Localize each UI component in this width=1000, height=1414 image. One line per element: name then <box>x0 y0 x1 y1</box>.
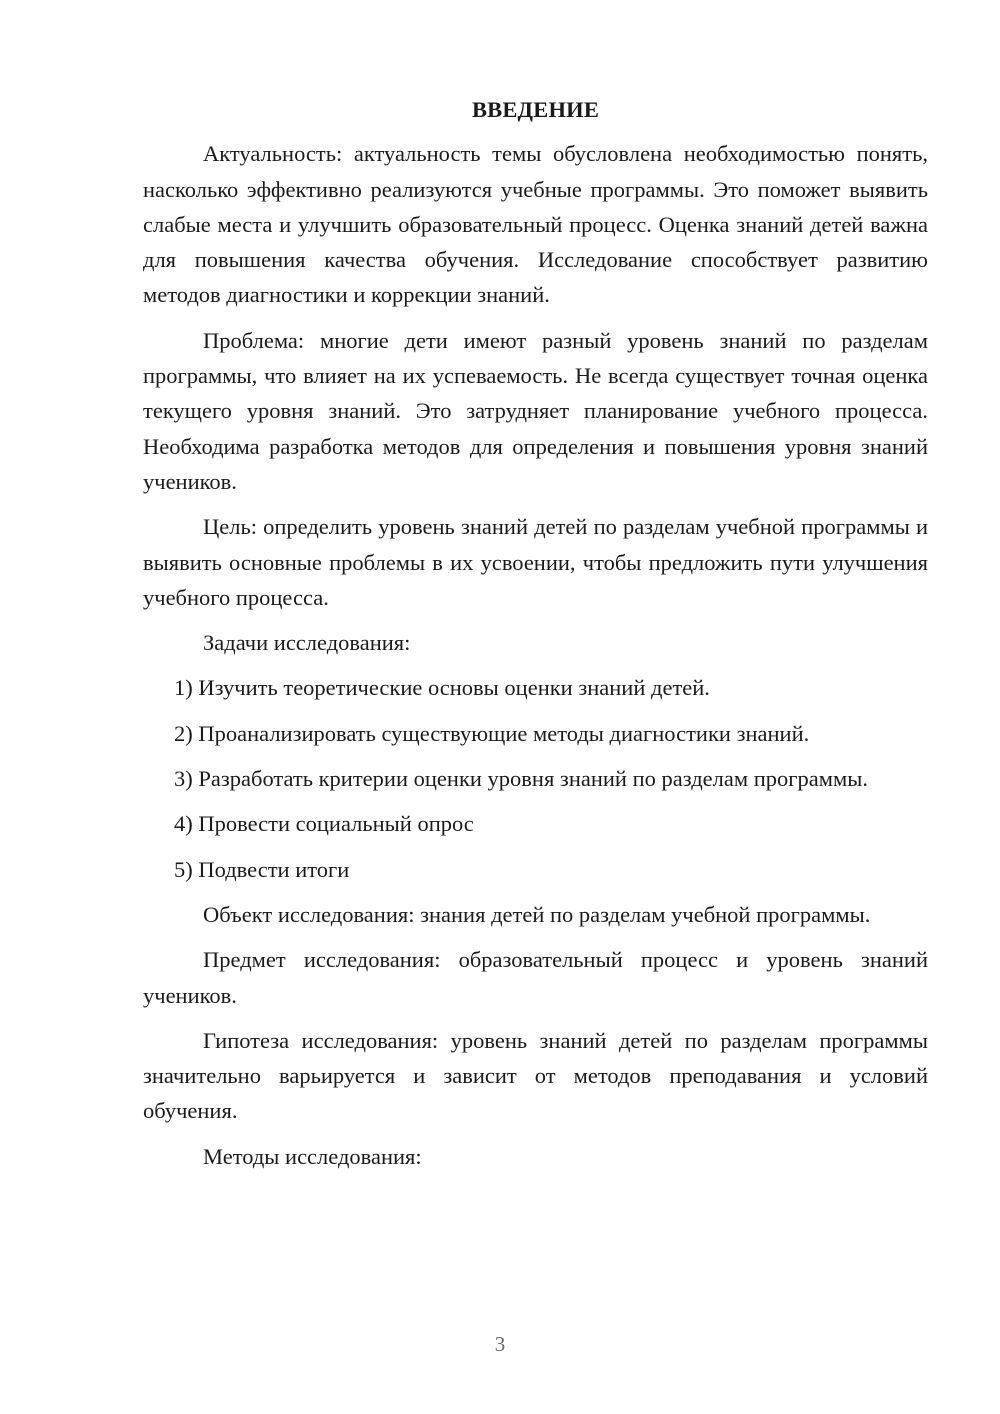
paragraph-problem: Проблема: многие дети имеют разный уровень знаний по разделам программы, что влияет на их успеваемость. Не всегда существует точная оценка текущего уровня знаний. Это затрудняет планирование учебного процесса. Необходима разработка методов для определения и повышения уровня знаний учеников. <box>143 327 928 494</box>
page-content <box>143 92 928 1184</box>
paragraph-object: Объект исследования: знания детей по разделам учебной программы. <box>203 901 871 927</box>
task-item-3: 3) Разработать критерии оценки уровня знаний по разделам программы. <box>174 766 868 792</box>
paragraph-tasks-heading: Задачи исследования: <box>203 630 411 656</box>
task-item-2: 2) Проанализировать существующие методы диагностики знаний. <box>174 720 810 746</box>
paragraph-subject: Предмет исследования: образовательный процесс и уровень знаний учеников. <box>143 947 928 1008</box>
section-title: ВВЕДЕНИЕ <box>471 97 600 122</box>
paragraph-methods-heading: Методы исследования: <box>203 1143 422 1169</box>
task-item-1: 1) Изучить теоретические основы оценки знаний детей. <box>174 675 710 701</box>
page-number: 3 <box>494 1332 506 1356</box>
task-item-5: 5) Подвести итоги <box>174 856 350 882</box>
paragraph-hypothesis: Гипотеза исследования: уровень знаний детей по разделам программы значительно варьируется и зависит от методов преподавания и условий обучения. <box>143 1027 928 1124</box>
paragraph-relevance: Актуальность: актуальность темы обусловлена необходимостью понять, насколько эффективно реализуются учебные программы. Это поможет выявить слабые места и улучшить образовательный процесс. Оценка знаний детей важна для повышения качества обучения. Исследование способствует развитию методов диагностики и коррекции знаний. <box>143 141 928 308</box>
paragraph-goal: Цель: определить уровень знаний детей по разделам учебной программы и выявить основные проблемы в их усвоении, чтобы предложить пути улучшения учебного процесса. <box>143 514 928 610</box>
task-item-4: 4) Провести социальный опрос <box>174 811 474 837</box>
